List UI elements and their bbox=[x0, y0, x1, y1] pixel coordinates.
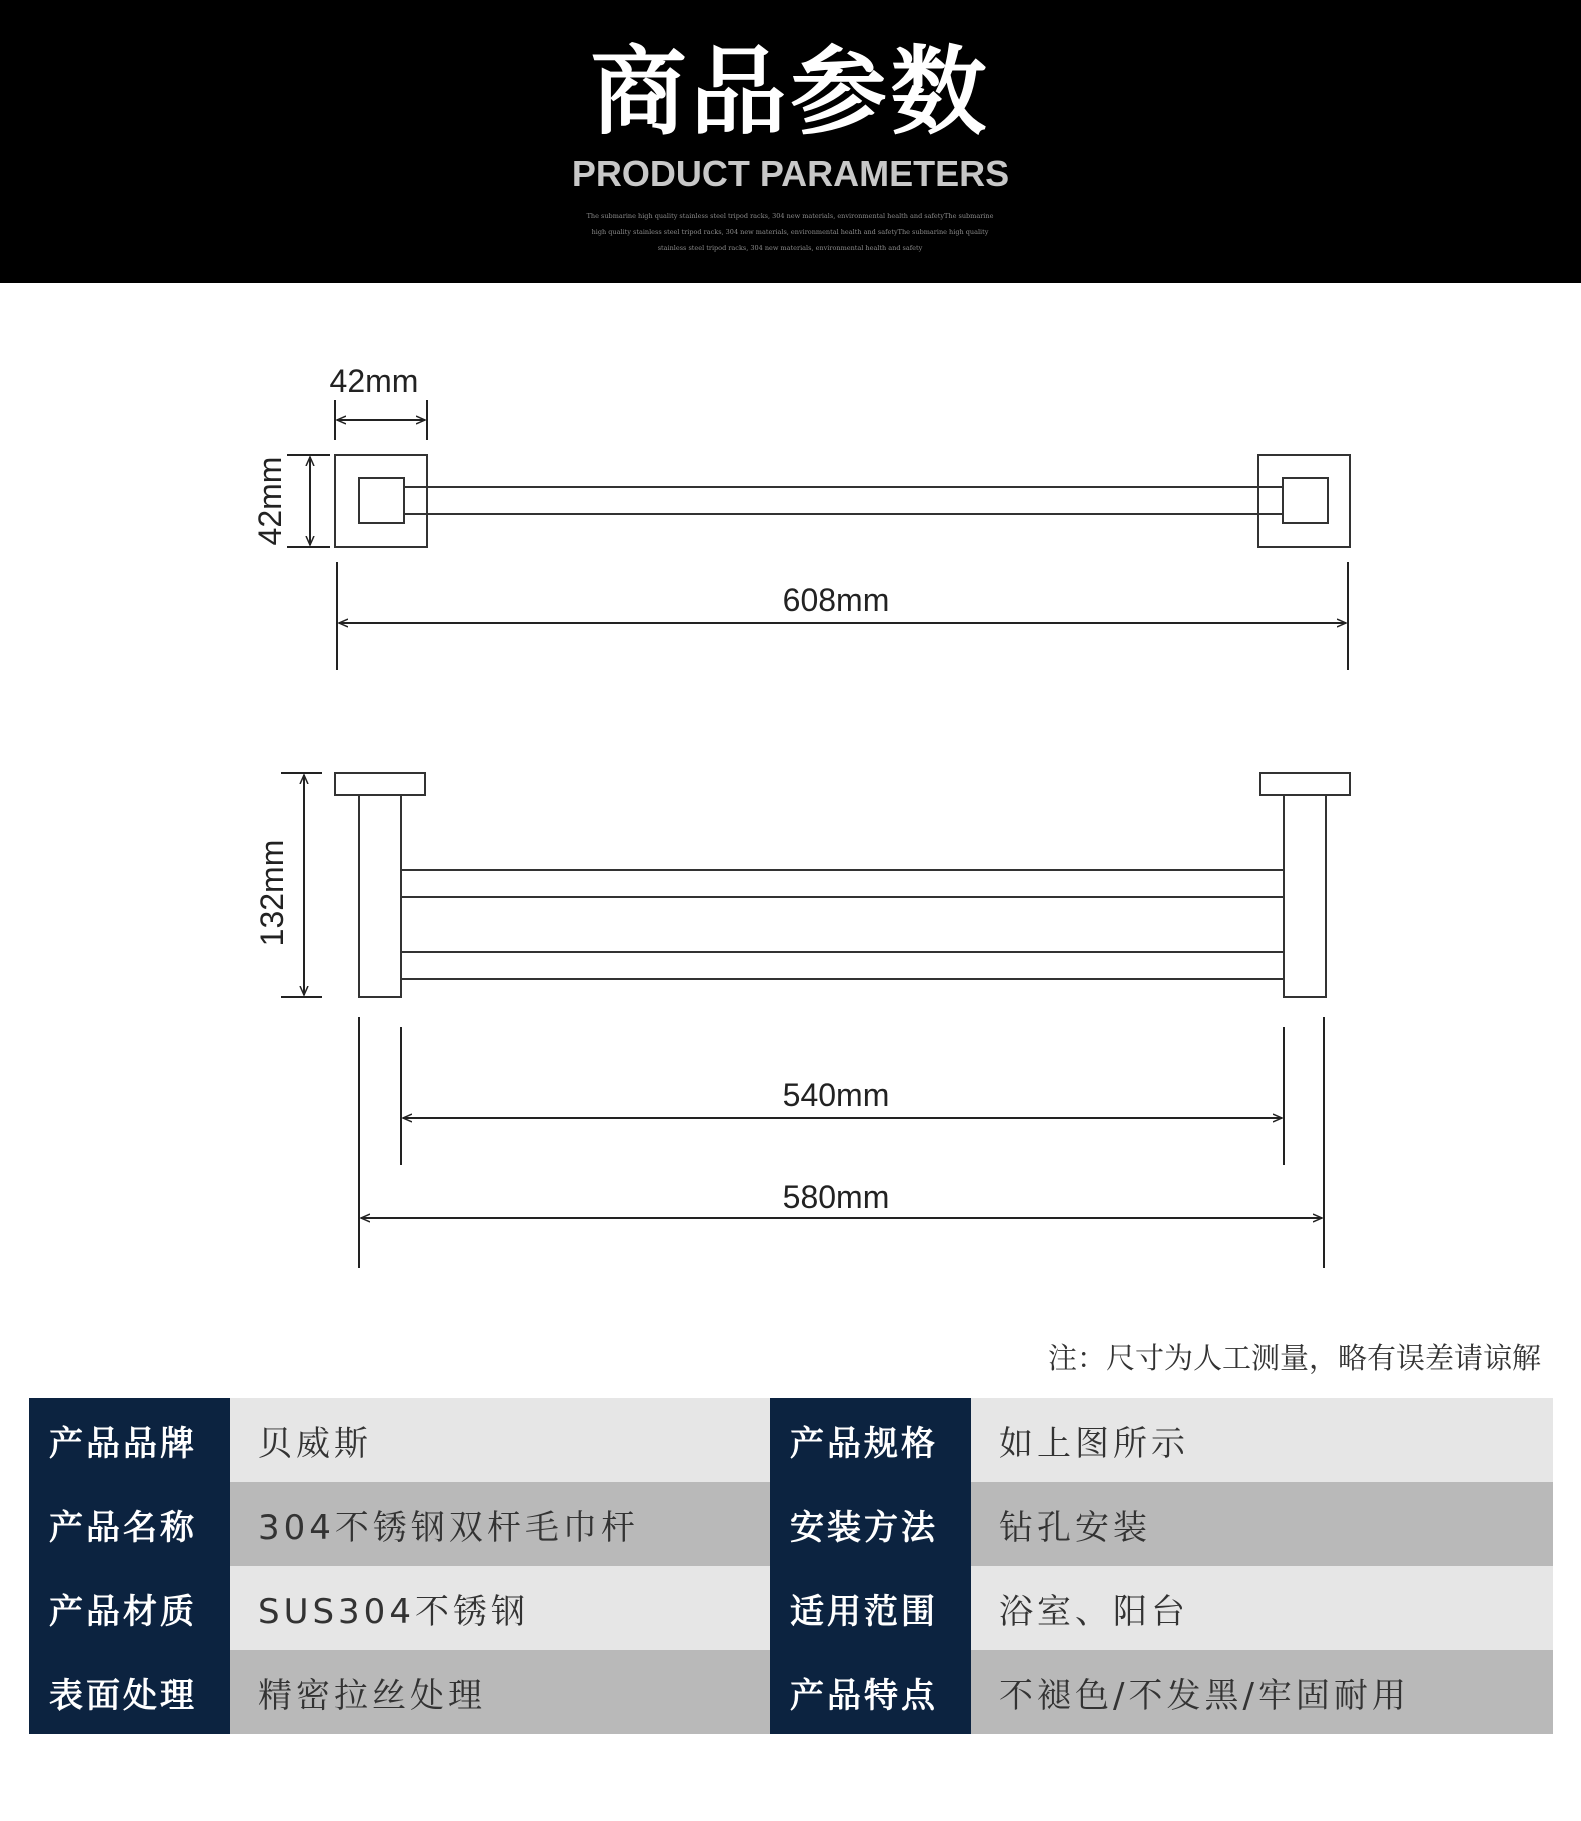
spec-label: 安装方法 bbox=[770, 1482, 971, 1566]
dim-label-inner-length: 540mm bbox=[782, 1077, 890, 1113]
spec-row bbox=[29, 1482, 1553, 1566]
spec-value: SUS304不锈钢 bbox=[230, 1566, 770, 1650]
spec-row bbox=[29, 1566, 1553, 1650]
dim-label-base-height: 42mm bbox=[252, 456, 288, 546]
dim-base-width bbox=[335, 400, 427, 440]
fineprint-line-3: stainless steel tripod racks, 304 new materials, environmental health and safety bbox=[657, 244, 923, 252]
spec-value: 304不锈钢双杆毛巾杆 bbox=[230, 1482, 770, 1566]
header-banner bbox=[0, 0, 1581, 283]
left-post bbox=[359, 795, 401, 997]
side-view bbox=[335, 773, 1350, 997]
right-post bbox=[1284, 795, 1326, 997]
left-flange bbox=[335, 773, 425, 795]
spec-row bbox=[29, 1398, 1553, 1482]
header-fineprint bbox=[540, 208, 1040, 256]
dimension-drawing bbox=[0, 283, 1581, 1323]
spec-label: 适用范围 bbox=[770, 1566, 971, 1650]
spec-value: 贝威斯 bbox=[230, 1398, 770, 1482]
spec-value: 如上图所示 bbox=[971, 1398, 1553, 1482]
spec-label: 产品名称 bbox=[29, 1482, 230, 1566]
spec-table bbox=[29, 1398, 1553, 1734]
page-subtitle: PRODUCT PARAMETERS bbox=[571, 153, 1010, 194]
spec-label: 产品规格 bbox=[770, 1398, 971, 1482]
lower-bar bbox=[401, 952, 1286, 979]
dim-bar-length bbox=[359, 1017, 1324, 1268]
page-title: 商品参数 bbox=[590, 36, 991, 148]
spec-value: 不褪色/不发黑/牢固耐用 bbox=[971, 1650, 1553, 1734]
dim-base-height bbox=[287, 455, 330, 547]
fineprint-line-1: The submarine high quality stainless steel tripod racks, 304 new materials, environmental health and safetyThe submarine bbox=[586, 212, 994, 220]
spec-value: 钻孔安装 bbox=[971, 1482, 1553, 1566]
measurement-note: 注：尺寸为人工测量，略有误差请谅解 bbox=[1047, 1341, 1541, 1375]
spec-label: 产品材质 bbox=[29, 1566, 230, 1650]
spec-label: 表面处理 bbox=[29, 1650, 230, 1734]
right-flange bbox=[1260, 773, 1350, 795]
top-view bbox=[335, 455, 1350, 547]
spec-value: 浴室、阳台 bbox=[971, 1566, 1553, 1650]
spec-label: 产品特点 bbox=[770, 1650, 971, 1734]
dim-label-overall-length: 608mm bbox=[782, 582, 890, 618]
left-base-inner bbox=[359, 478, 404, 523]
right-base-inner bbox=[1283, 478, 1328, 523]
upper-bar bbox=[401, 870, 1286, 897]
spec-label: 产品品牌 bbox=[29, 1398, 230, 1482]
dim-label-bar-length: 580mm bbox=[782, 1179, 890, 1215]
dim-label-depth: 132mm bbox=[254, 839, 290, 947]
spec-row bbox=[29, 1650, 1553, 1734]
top-bar bbox=[400, 487, 1282, 514]
spec-value: 精密拉丝处理 bbox=[230, 1650, 770, 1734]
dim-label-base-width: 42mm bbox=[329, 363, 419, 399]
fineprint-line-2: high quality stainless steel tripod racks, 304 new materials, environmental health and safetyThe submarine high quality bbox=[591, 228, 989, 236]
